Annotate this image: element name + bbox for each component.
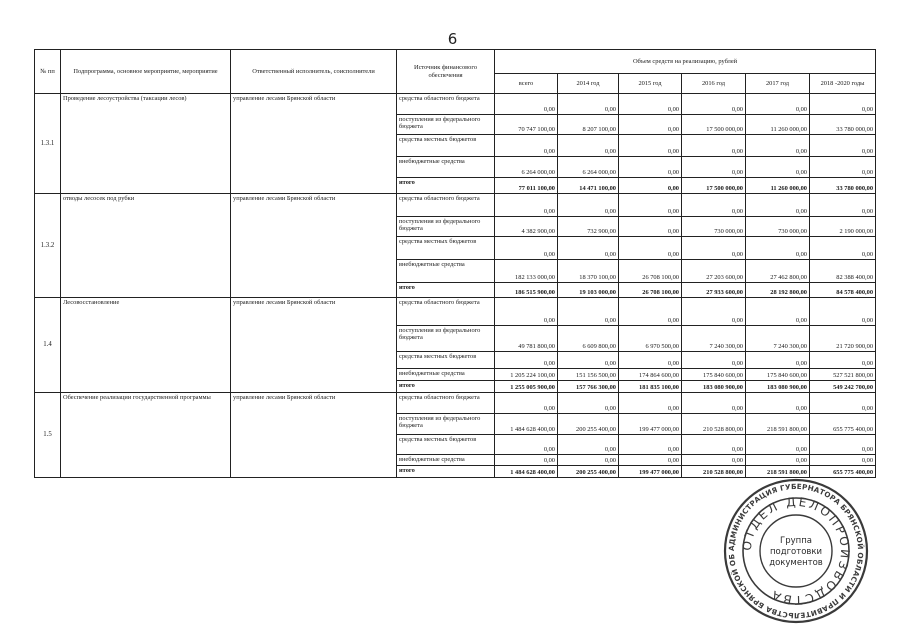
row-code: 1.3.1: [35, 94, 61, 194]
row-subprogram-name: отводы лесосек под рубки: [61, 194, 231, 298]
funding-source: поступления из федерального бюджета: [397, 414, 495, 435]
amount-cell: 0,00: [810, 455, 876, 466]
amount-cell: 0,00: [746, 455, 810, 466]
funding-source: итого: [397, 466, 495, 478]
amount-cell: 655 775 400,00: [810, 414, 876, 435]
row-executor: управление лесами Брянской области: [231, 298, 397, 393]
amount-cell: 0,00: [619, 178, 682, 194]
amount-cell: 732 900,00: [558, 217, 619, 237]
amount-cell: 33 780 000,00: [810, 115, 876, 135]
amount-cell: 21 720 900,00: [810, 326, 876, 352]
amount-cell: 6 264 000,00: [558, 157, 619, 178]
amount-cell: 0,00: [558, 298, 619, 326]
amount-cell: 6 609 800,00: [558, 326, 619, 352]
amount-cell: 0,00: [746, 157, 810, 178]
amount-cell: 0,00: [619, 352, 682, 369]
amount-cell: 0,00: [495, 435, 558, 455]
amount-cell: 0,00: [746, 94, 810, 115]
funding-source: внебюджетные средства: [397, 157, 495, 178]
stamp-center-line-3: документов: [769, 558, 823, 568]
amount-cell: 11 260 000,00: [746, 178, 810, 194]
amount-cell: 0,00: [810, 94, 876, 115]
amount-cell: 0,00: [619, 115, 682, 135]
row-subprogram-name: Лесовосстановление: [61, 298, 231, 393]
stamp-mid-text: ОТДЕЛ ДЕЛОПРОИЗВОДСТВА: [739, 494, 853, 608]
amount-cell: 0,00: [746, 393, 810, 414]
amount-cell: 84 578 400,00: [810, 283, 876, 298]
page-number: 6: [447, 30, 458, 48]
table-row: [35, 194, 876, 217]
row-subprogram-name: Обеспечение реализации государственной программы: [61, 393, 231, 478]
amount-cell: 26 708 100,00: [619, 260, 682, 283]
amount-cell: 0,00: [682, 435, 746, 455]
amount-cell: 0,00: [558, 135, 619, 157]
amount-cell: 0,00: [619, 157, 682, 178]
amount-cell: 19 103 000,00: [558, 283, 619, 298]
amount-cell: 0,00: [682, 393, 746, 414]
amount-cell: 549 242 700,00: [810, 381, 876, 393]
amount-cell: 527 521 800,00: [810, 369, 876, 381]
table-body: [35, 94, 876, 478]
amount-cell: 1 484 628 400,00: [495, 466, 558, 478]
funding-source: внебюджетные средства: [397, 260, 495, 283]
amount-cell: 0,00: [746, 435, 810, 455]
amount-cell: 0,00: [558, 435, 619, 455]
funding-source: средства местных бюджетов: [397, 135, 495, 157]
funding-source: поступления из федерального бюджета: [397, 115, 495, 135]
amount-cell: 218 591 800,00: [746, 414, 810, 435]
funding-source: итого: [397, 381, 495, 393]
table-row: [35, 393, 876, 414]
amount-cell: 218 591 800,00: [746, 466, 810, 478]
funding-source: средства местных бюджетов: [397, 237, 495, 260]
amount-cell: 27 462 800,00: [746, 260, 810, 283]
amount-cell: 0,00: [495, 194, 558, 217]
amount-cell: 27 933 600,00: [682, 283, 746, 298]
amount-cell: 183 080 900,00: [746, 381, 810, 393]
amount-cell: 174 864 600,00: [619, 369, 682, 381]
table-row: [35, 298, 876, 326]
official-stamp: [722, 477, 870, 625]
amount-cell: 181 835 100,00: [619, 381, 682, 393]
amount-cell: 0,00: [682, 157, 746, 178]
amount-cell: 1 484 628 400,00: [495, 414, 558, 435]
amount-cell: 655 775 400,00: [810, 466, 876, 478]
amount-cell: 151 156 500,00: [558, 369, 619, 381]
header-num: № пп: [35, 50, 61, 94]
amount-cell: 49 781 800,00: [495, 326, 558, 352]
stamp-center-line-2: подготовки: [769, 547, 823, 557]
amount-cell: 1 255 005 900,00: [495, 381, 558, 393]
amount-cell: 182 133 000,00: [495, 260, 558, 283]
amount-cell: 0,00: [810, 435, 876, 455]
amount-cell: 0,00: [495, 237, 558, 260]
amount-cell: 0,00: [619, 237, 682, 260]
amount-cell: 0,00: [682, 455, 746, 466]
amount-cell: 0,00: [810, 298, 876, 326]
amount-cell: 0,00: [810, 135, 876, 157]
amount-cell: 0,00: [682, 94, 746, 115]
amount-cell: 186 515 900,00: [495, 283, 558, 298]
amount-cell: 0,00: [810, 352, 876, 369]
amount-cell: 0,00: [619, 435, 682, 455]
amount-cell: 0,00: [619, 393, 682, 414]
amount-cell: 1 205 224 100,00: [495, 369, 558, 381]
amount-cell: 0,00: [682, 237, 746, 260]
amount-cell: 70 747 100,00: [495, 115, 558, 135]
amount-cell: 0,00: [682, 352, 746, 369]
amount-cell: 0,00: [558, 455, 619, 466]
header-subprogram: Подпрограмма, основное мероприятие, мероприятие: [61, 50, 231, 94]
funding-source: средства областного бюджета: [397, 393, 495, 414]
amount-cell: 7 240 300,00: [746, 326, 810, 352]
amount-cell: 0,00: [495, 455, 558, 466]
amount-cell: 0,00: [558, 194, 619, 217]
amount-cell: 33 780 000,00: [810, 178, 876, 194]
header-col-2015: 2015 год: [619, 74, 682, 94]
amount-cell: 26 708 100,00: [619, 283, 682, 298]
amount-cell: 0,00: [495, 94, 558, 115]
row-code: 1.3.2: [35, 194, 61, 298]
header-col-2014: 2014 год: [558, 74, 619, 94]
amount-cell: 730 000,00: [746, 217, 810, 237]
amount-cell: 0,00: [558, 94, 619, 115]
amount-cell: 11 260 000,00: [746, 115, 810, 135]
amount-cell: 14 471 100,00: [558, 178, 619, 194]
amount-cell: 0,00: [746, 135, 810, 157]
amount-cell: 0,00: [619, 298, 682, 326]
row-executor: управление лесами Брянской области: [231, 393, 397, 478]
amount-cell: 0,00: [619, 455, 682, 466]
table-header: [35, 50, 876, 94]
header-funding: Объем средств на реализацию, рублей: [495, 50, 876, 74]
funding-source: средства областного бюджета: [397, 94, 495, 115]
amount-cell: 77 011 100,00: [495, 178, 558, 194]
amount-cell: 0,00: [495, 298, 558, 326]
amount-cell: 0,00: [810, 237, 876, 260]
amount-cell: 157 766 300,00: [558, 381, 619, 393]
amount-cell: 0,00: [746, 194, 810, 217]
amount-cell: 0,00: [495, 352, 558, 369]
amount-cell: 0,00: [682, 135, 746, 157]
amount-cell: 0,00: [495, 393, 558, 414]
stamp-outer-text: АДМИНИСТРАЦИЯ ГУБЕРНАТОРА БРЯНСКОЙ ОБЛАСТИ И ПРАВИТЕЛЬСТВА БРЯНСКОЙ ОБ: [726, 481, 866, 621]
row-subprogram-name: Проведение лесоустройства (таксации лесов): [61, 94, 231, 194]
stamp-center-line-1: Группа: [780, 536, 812, 546]
amount-cell: 0,00: [558, 237, 619, 260]
amount-cell: 2 190 000,00: [810, 217, 876, 237]
funding-source: средства областного бюджета: [397, 194, 495, 217]
amount-cell: 8 207 100,00: [558, 115, 619, 135]
funding-source: итого: [397, 178, 495, 194]
amount-cell: 0,00: [810, 194, 876, 217]
amount-cell: 0,00: [558, 393, 619, 414]
amount-cell: 183 080 900,00: [682, 381, 746, 393]
amount-cell: 0,00: [746, 298, 810, 326]
table-row: [35, 94, 876, 115]
header-col-2017: 2017 год: [746, 74, 810, 94]
amount-cell: 17 500 000,00: [682, 178, 746, 194]
funding-source: средства местных бюджетов: [397, 352, 495, 369]
funding-source: поступления из федерального бюджета: [397, 217, 495, 237]
amount-cell: 0,00: [810, 393, 876, 414]
row-executor: управление лесами Брянской области: [231, 94, 397, 194]
amount-cell: 199 477 000,00: [619, 466, 682, 478]
funding-source: итого: [397, 283, 495, 298]
amount-cell: 4 382 900,00: [495, 217, 558, 237]
stamp-graphic: [722, 477, 870, 625]
amount-cell: 0,00: [746, 352, 810, 369]
amount-cell: 730 000,00: [682, 217, 746, 237]
amount-cell: 210 528 800,00: [682, 414, 746, 435]
amount-cell: 82 388 400,00: [810, 260, 876, 283]
amount-cell: 175 840 600,00: [746, 369, 810, 381]
header-executor: Ответственный исполнитель, соисполнители: [231, 50, 397, 94]
amount-cell: 0,00: [682, 298, 746, 326]
funding-source: внебюджетные средства: [397, 455, 495, 466]
amount-cell: 0,00: [619, 135, 682, 157]
amount-cell: 27 203 600,00: [682, 260, 746, 283]
amount-cell: 18 370 100,00: [558, 260, 619, 283]
amount-cell: 199 477 000,00: [619, 414, 682, 435]
amount-cell: 0,00: [810, 157, 876, 178]
budget-table: [34, 49, 876, 478]
funding-source: поступления из федерального бюджета: [397, 326, 495, 352]
amount-cell: 17 500 000,00: [682, 115, 746, 135]
amount-cell: 210 528 800,00: [682, 466, 746, 478]
header-source: Источник финансового обеспечения: [397, 50, 495, 94]
funding-source: средства областного бюджета: [397, 298, 495, 326]
row-code: 1.4: [35, 298, 61, 393]
amount-cell: 0,00: [619, 217, 682, 237]
amount-cell: 7 240 300,00: [682, 326, 746, 352]
amount-cell: 0,00: [619, 194, 682, 217]
amount-cell: 0,00: [495, 135, 558, 157]
amount-cell: 200 255 400,00: [558, 466, 619, 478]
row-code: 1.5: [35, 393, 61, 478]
amount-cell: 0,00: [682, 194, 746, 217]
amount-cell: 175 840 600,00: [682, 369, 746, 381]
amount-cell: 200 255 400,00: [558, 414, 619, 435]
amount-cell: 0,00: [746, 237, 810, 260]
amount-cell: 6 264 000,00: [495, 157, 558, 178]
header-col-2016: 2016 год: [682, 74, 746, 94]
amount-cell: 0,00: [619, 94, 682, 115]
amount-cell: 28 192 800,00: [746, 283, 810, 298]
header-col-2018-2020: 2018 -2020 годы: [810, 74, 876, 94]
funding-source: внебюджетные средства: [397, 369, 495, 381]
row-executor: управление лесами Брянской области: [231, 194, 397, 298]
amount-cell: 6 970 500,00: [619, 326, 682, 352]
amount-cell: 0,00: [558, 352, 619, 369]
funding-source: средства местных бюджетов: [397, 435, 495, 455]
header-col-total: всего: [495, 74, 558, 94]
